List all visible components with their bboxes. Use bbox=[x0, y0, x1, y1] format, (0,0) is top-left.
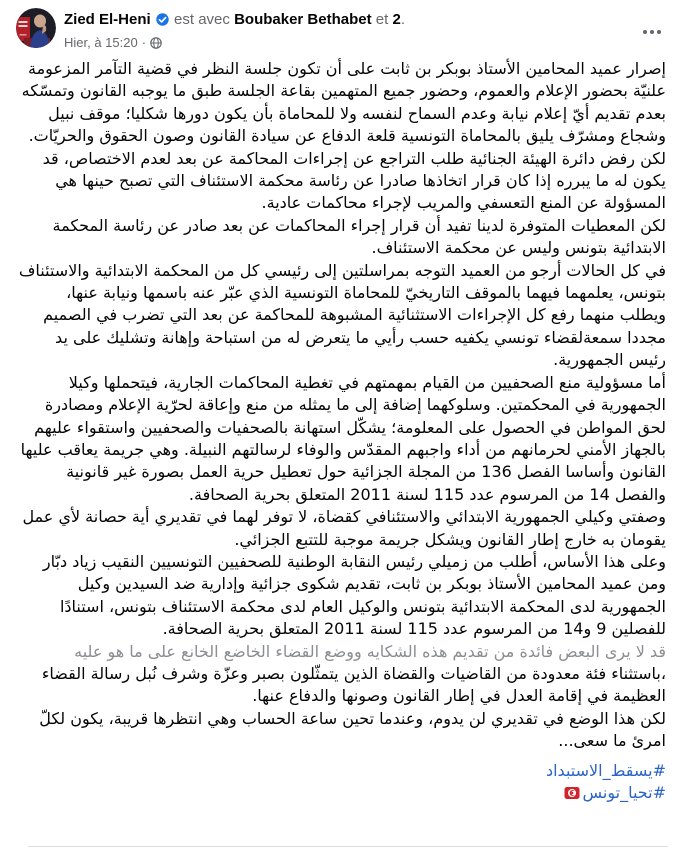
ellipsis-icon bbox=[643, 30, 647, 34]
globe-icon bbox=[150, 37, 162, 49]
post-options-button[interactable] bbox=[636, 20, 668, 44]
author-name[interactable]: Zied El-Heni bbox=[64, 11, 151, 28]
name-row bbox=[64, 10, 668, 32]
hashtag-link-yasqut-alistibdad[interactable] bbox=[18, 760, 666, 782]
hashtag-text: #يسقط_الاستبداد bbox=[545, 760, 666, 780]
post-header bbox=[0, 0, 684, 51]
meta-separator: · bbox=[141, 35, 147, 50]
hashtags-block bbox=[18, 760, 666, 808]
header-text bbox=[64, 8, 668, 51]
tunisia-flag-icon bbox=[564, 785, 580, 807]
meta-row bbox=[64, 34, 668, 51]
post-paragraph: إصرار عميد المحامين الأستاذ بوبكر بن ثابت على أن تكون جلسة النظر في قضية التآمر المزعومة علنيّة بحضور الإعلام والعموم، وحضور جميع المتهمين بقاعة الجلسة طبق ما يوجبه القانون وتمسّكه بعدم تقديم أيّ إعلام نيابة وعدم السماح لنفسه ولا للمحاماة بأن يكون دورها شكليا؛ موقف نبيل وشجاع ومشرّف يليق بالمحاماة التونسية قلعة الدفاع عن سيادة القانون وصون الحقوق والحريّات. bbox=[21, 59, 666, 146]
timestamp[interactable]: Hier, à 15:20 bbox=[64, 35, 138, 50]
post-paragraph: وصفتي وكيلي الجمهورية الابتدائي والاستئنافي كقضاة، لا توفر لهما في تقديري أية حصانة لأي عمل يقومان به خارج إطار القانون ويشكل جريمة موجبة للتتبع الجزائي. bbox=[22, 507, 666, 549]
avatar[interactable] bbox=[16, 8, 56, 48]
post-paragraph: في كل الحالات أرجو من العميد التوجه بمراسلتين إلى رئيسي كل من المحكمة الابتدائية والاستئناف بتونس، يعلمهما فيهما بالموقف التاريخيّ للمحاماة التونسية الذي عبّر عنه باسمها ونيابة عنها، ويطلب منهما رفع كل الإجراءات الاستثنائية المشبوهة للمحاكمة عن بعد التي تضرب في الصميم مجددا سمعةلقضاء تونسي يكفيه حسب رأيي ما يتعرض له من استباحة وإهانة وتشليك على يد رئيس الجمهورية. bbox=[18, 260, 666, 370]
post-paragraph: لكن هذا الوضع في تقديري لن يدوم، وعندما تحين ساعة الحساب وهي انتظرها قريبة، يكون لكلّ امرئ ما سعى... bbox=[39, 708, 666, 751]
post-paragraph: وعلى هذا الأساس، أطلب من زميلي رئيس النقابة الوطنية للصحفيين التونسيين النقيب زياد دبّار ومن عميد المحامين الأستاذ بوبكر بن ثابت، تقديم شكوى جزائية وإدارية ضد السيدين وكيل الجمهورية لدى المحكمة الابتدائية بتونس والوكيل العام لدى محكمة الاستئناف بتونس، استنادًا للفصلين 9 و14 من المرسوم عدد 115 لسنة 2011 المتعلق بحرية الصحافة. bbox=[42, 551, 666, 639]
post-paragraph: لكن رفض دائرة الهيئة الجنائية طلب التراجع عن إجراءات المحاكمة عن بعد لعدم الاختصاص، قد يكون له ما يبرره إذا كان قرار اتخاذها صادرا عن رئاسة محكمة الاستئناف التي تصبح حينها هي المسؤولة عن المنع التعسفي والمريب لإجراء محاكمات عادية. bbox=[42, 148, 666, 213]
ellipsis-icon bbox=[657, 30, 661, 34]
period: . bbox=[400, 11, 405, 28]
post-paragraph: لكن المعطيات المتوفرة لدينا تفيد أن قرار إجراء المحاكمات عن بعد صادر عن رئاسة المحكمة الابتدائية بتونس وليس عن محكمة الاستئناف. bbox=[52, 215, 666, 258]
post-footer-divider bbox=[28, 846, 668, 847]
more-tagged-count[interactable]: 2 bbox=[392, 11, 401, 28]
verified-badge-icon bbox=[156, 12, 169, 32]
post-paragraph: أما مسؤولية منع الصحفيين من القيام بمهمتهم في تغطية المحاكمات الجارية، فيتحملها وكيلا الجمهورية في المحكمتين. وسلوكهما إضافة إلى ما يمثله من منع وإعاقة لحرّية الإعلام ومصادرة لحق المواطن في الحصول على المعلومة؛ يشكّل استهانة بالصحفيات والصحفيين واستقواء عليهم بالجهاز الأمني لحرمانهم من أداء واجبهم المقدّس والوفاء لرسالتهم النبيلة. وهي جريمة يعاقب عليها القانون وأساسا الفصل 136 من المجلة الجزائية حول تعطيل حرية العمل بصورة غير قانونية والفصل 14 من المرسوم عدد 115 لسنة 2011 المتعلق بحرية الصحافة. bbox=[20, 372, 666, 504]
context-mid: et bbox=[375, 11, 389, 28]
hashtag-text: #تحيا_تونس bbox=[582, 783, 666, 802]
post-paragraph: قد لا يرى البعض فائدة من تقديم هذه الشكايه ووضع القضاء الخاضع الخانع على ما هو عليه ،باستثناء فئة معدودة من القاضيات والقضاة الذين يتمثّلون بصبر وعزّة وشرف نُبل رسالة القضاء العظيمة في إقامة العدل في إطار القانون وصونها والدفاع عنها. bbox=[41, 641, 666, 706]
post-text bbox=[0, 51, 684, 807]
context-prefix: est avec bbox=[174, 11, 230, 28]
hashtag-link-tahya-tounes[interactable] bbox=[18, 782, 666, 807]
avatar-image bbox=[16, 8, 56, 48]
tagged-friend-name[interactable]: Boubaker Bethabet bbox=[234, 11, 372, 28]
ellipsis-icon bbox=[650, 30, 654, 34]
